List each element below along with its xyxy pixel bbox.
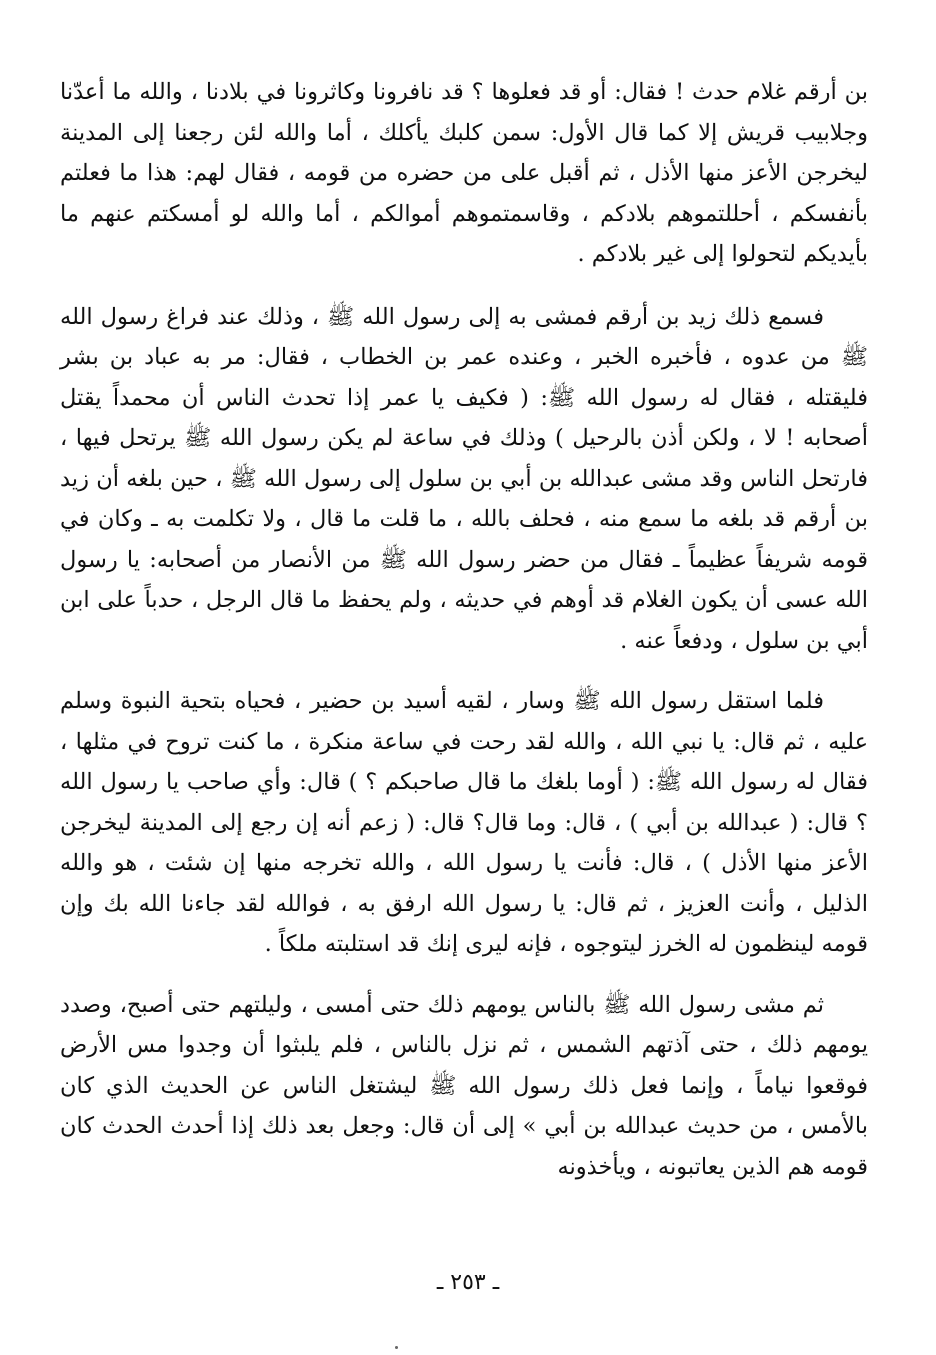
paragraph-4: ثم مشى رسول الله ﷺ بالناس يومهم ذلك حتى أمسى ، وليلتهم حتى أصبح، وصدد يومهم ذلك ، حتى آذتهم الشمس ، ثم نزل بالناس ، فلم يلبثوا أن وجدوا مس الأرض فوقعوا نياماً ، وإنما فعل ذلك رسول الله ﷺ ليشتغل الناس عن الحديث الذي كان بالأمس ، من حديث عبدالله بن أبي » إلى أن قال: وجعل بعد ذلك إذا أحدث الحدث كان قومه هم الذين يعاتبونه ، ويأخذونه bbox=[60, 991, 868, 1180]
paragraph-2: فسمع ذلك زيد بن أرقم فمشى به إلى رسول الله ﷺ ، وذلك عند فراغ رسول الله ﷺ من عدوه ، فأخبره الخبر ، وعنده عمر بن الخطاب ، فقال: مر به عباد بن بشر فليقتله ، فقال له رسول الله ﷺ: ( فكيف يا عمر إذا تحدث الناس أن محمداً يقتل أصحابه ! لا ، ولكن أذن بالرحيل ) وذلك في ساعة لم يكن رسول الله ﷺ يرتحل فيها ، فارتحل الناس وقد مشى عبدالله بن أبي بن سلول إلى رسول الله ﷺ ، حين بلغه أن زيد بن أرقم قد بلغه ما سمع منه ، فحلف بالله ، ما قلت ما قال ، ولا تكلمت به ـ وكان في قومه شريفاً عظيماً ـ فقال من حضر رسول الله ﷺ من الأنصار من أصحابه: يا رسول الله عسى أن يكون الغلام قد أوهم في حديثه ، ولم يحفظ ما قال الرجل ، حدباً على ابن أبي بن سلول ، ودفعاً عنه . bbox=[60, 303, 868, 654]
page-number: ـ ٢٥٣ ـ bbox=[436, 1270, 500, 1295]
paragraph-3: فلما استقل رسول الله ﷺ وسار ، لقيه أسيد بن حضير ، فحياه بتحية النبوة وسلم عليه ، ثم قال: يا نبي الله ، والله لقد رحت في ساعة منكرة ، ما كنت تروح في مثلها ، فقال له رسول الله ﷺ: ( أوما بلغك ما قال صاحبكم ؟ ) قال: وأي صاحب يا رسول الله ؟ قال: ( عبدالله بن أبي ) ، قال: وما قال؟ قال: ( زعم أنه إن رجع إلى المدينة ليخرجن الأعز منها الأذل ) ، قال: فأنت يا رسول الله ، والله تخرجه منها إن شئت ، هو والله الذليل ، وأنت العزيز ، ثم قال: يا رسول الله ارفق به ، فوالله لقد جاءنا الله بك وإن قومه لينظمون له الخرز ليتوجوه ، فإنه ليرى إنك قد استلبته ملكاً . bbox=[60, 688, 868, 957]
paragraph-1: بن أرقم غلام حدث ! فقال: أو قد فعلوها ؟ قد نافرونا وكاثرونا في بلادنا ، والله ما أعدّنا وجلابيب قريش إلا كما قال الأول: سمن كلبك يأكلك ، أما والله لئن رجعنا إلى المدينة ليخرجن الأعز منها الأذل ، ثم أقبل على من حضره من قومه ، فقال لهم: هذا ما فعلتم بأنفسكم ، أحللتموهم بلادكم ، وقاسمتموهم أموالكم ، أما والله لو أمسكتم عنهم ما بأيديكم لتحولوا إلى غير بلادكم . bbox=[60, 79, 868, 267]
scan-speck bbox=[395, 1346, 398, 1349]
page-body bbox=[60, 72, 868, 1187]
